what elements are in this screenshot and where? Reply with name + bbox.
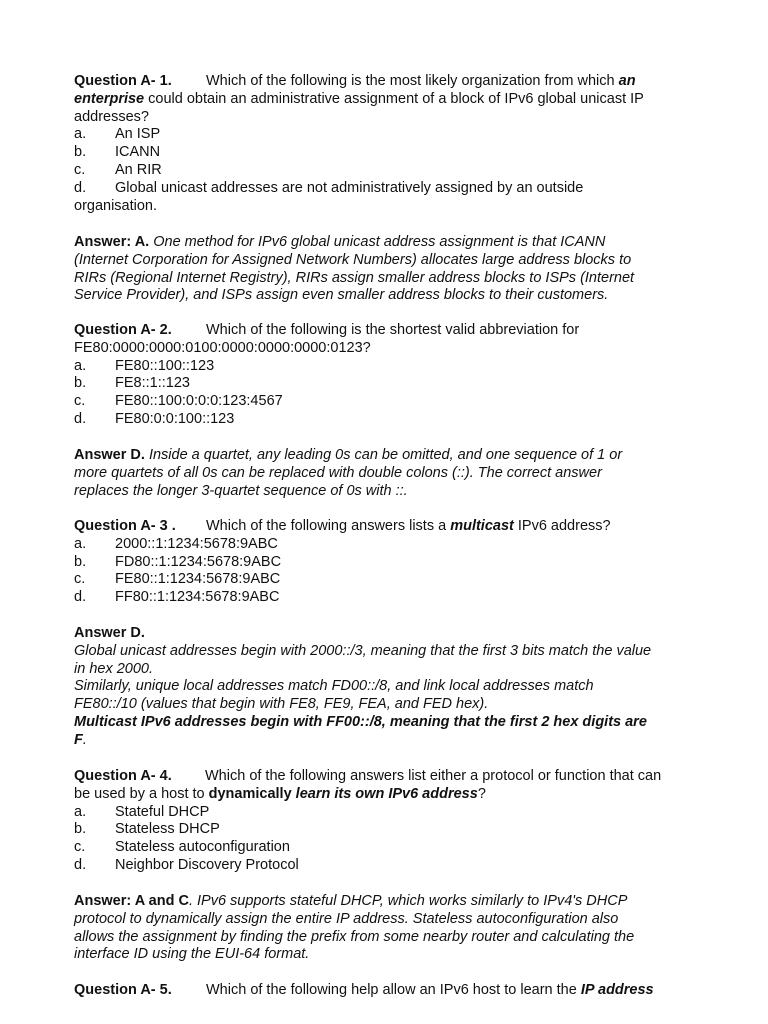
option-text: FE80::100:0:0:0:123:4567: [115, 393, 283, 410]
answer-2-label: Answer D.: [74, 447, 145, 463]
question-3-text-end: IPv6 address?: [513, 518, 611, 534]
option-letter: b.: [74, 375, 87, 392]
question-2-stem-line-2: FE80:0000:0000:0100:0000:0000:0000:0123?: [74, 339, 371, 356]
answer-3: [74, 625, 704, 750]
option-text: Neighbor Discovery Protocol: [115, 856, 299, 873]
question-4-emphasis: learn its own IPv6 address: [295, 785, 478, 802]
answer-1-line-3: [74, 270, 704, 288]
option-letter: c.: [74, 571, 86, 588]
question-1-emphasis-1: an: [618, 73, 636, 89]
question-4-text-cont: be used by a host to: [74, 785, 209, 802]
option-letter: a.: [74, 126, 87, 143]
answer-4-line-4: [74, 946, 704, 964]
option-text: An RIR: [115, 161, 162, 178]
answer-1: [74, 234, 704, 305]
answer-3-line-6: [74, 714, 704, 732]
question-1-option-c: [74, 162, 704, 180]
answer-3-text: Global unicast addresses begin with 2000::/3, meaning that the first 3 bits match the value: [74, 642, 652, 659]
option-letter: d.: [74, 179, 87, 196]
option-letter: d.: [74, 589, 87, 606]
answer-2-line-1: [74, 447, 704, 465]
option-text: Stateless DHCP: [115, 821, 220, 838]
answer-3-line-7: [74, 732, 704, 750]
question-3-text: Which of the following answers lists a: [206, 518, 451, 534]
answer-2-text: Inside a quartet, any leading 0s can be omitted, and one sequence of 1 or: [148, 447, 623, 463]
option-letter: a.: [74, 535, 87, 552]
option-letter: b.: [74, 553, 87, 570]
answer-4-line-1: [74, 893, 704, 911]
answer-1-text: Service Provider), and ISPs assign even smaller address blocks to their customers.: [74, 287, 609, 304]
answer-4-text: interface ID using the EUI-64 format.: [74, 946, 310, 963]
option-letter: b.: [74, 821, 87, 838]
answer-3-text-end: .: [82, 731, 87, 748]
question-5-emphasis: IP address: [580, 982, 654, 998]
question-4-option-c: [74, 839, 704, 857]
question-4: [74, 768, 704, 875]
question-4-label: Question A- 4.: [74, 768, 172, 784]
question-1-option-a: [74, 126, 704, 144]
question-3-option-a: [74, 536, 704, 554]
question-4-bold: dynamically: [208, 785, 292, 802]
answer-2: [74, 447, 704, 500]
option-letter: a.: [74, 357, 87, 374]
question-1-stem-line-2: [74, 91, 704, 109]
question-4-stem-line-1: [74, 768, 704, 786]
answer-1-label: Answer: A.: [74, 234, 150, 250]
question-4-stem-line-2: [74, 786, 704, 804]
option-text: FE80:0:0:100::123: [115, 410, 235, 427]
answer-3-line-2: [74, 643, 704, 661]
option-text: ICANN: [115, 144, 161, 161]
question-4-text-end: ?: [477, 785, 486, 802]
question-4-option-a: [74, 804, 704, 822]
answer-1-text: One method for IPv6 global unicast address assignment is that ICANN: [153, 234, 606, 250]
question-3-option-c: [74, 571, 704, 589]
option-text: FF80::1:1234:5678:9ABC: [115, 589, 280, 606]
question-2-option-d: [74, 411, 704, 429]
answer-2-text: more quartets of all 0s can be replaced with double colons (::). The correct answer: [74, 464, 602, 481]
question-2-text: Which of the following is the shortest valid abbreviation for: [206, 322, 580, 338]
answer-1-line-4: [74, 287, 704, 305]
answer-4-text: allows the assignment by finding the prefix from some nearby router and calculating the: [74, 928, 635, 945]
option-letter: d.: [74, 410, 87, 427]
option-text: Global unicast addresses are not administratively assigned by an outside: [115, 179, 584, 196]
answer-1-text: (Internet Corporation for Assigned Network Numbers) allocates large address blocks to: [74, 251, 632, 268]
answer-3-text: FE80::/10 (values that begin with FE8, FE9, FEA, and FED hex).: [74, 696, 489, 713]
question-1-option-d-cont: organisation.: [74, 197, 158, 214]
question-1-text: Which of the following is the most likely organization from which: [206, 73, 619, 89]
option-letter: c.: [74, 161, 86, 178]
option-text: Stateless autoconfiguration: [115, 839, 290, 856]
answer-3-line-3: [74, 661, 704, 679]
answer-1-line-1: [74, 234, 704, 252]
question-2-option-b: [74, 375, 704, 393]
option-text: 2000::1:1234:5678:9ABC: [115, 535, 278, 552]
question-1-option-b: [74, 144, 704, 162]
question-3-stem-line-1: [74, 518, 704, 536]
answer-4-text: . IPv6 supports stateful DHCP, which works similarly to IPv4's DHCP: [188, 893, 628, 909]
question-1-stem-line-1: [74, 73, 704, 91]
answer-1-line-2: [74, 252, 704, 270]
answer-3-text: in hex 2000.: [74, 660, 154, 677]
answer-2-line-3: [74, 483, 704, 501]
question-5: [74, 982, 704, 1000]
question-3-label: Question A- 3 .: [74, 518, 176, 534]
question-4-option-b: [74, 821, 704, 839]
option-text: Stateful DHCP: [115, 803, 210, 820]
answer-4-line-2: [74, 911, 704, 929]
answer-3-line-5: [74, 696, 704, 714]
question-1-emphasis-2: enterprise: [74, 90, 145, 107]
option-text: An ISP: [115, 126, 161, 143]
option-letter: c.: [74, 839, 86, 856]
answer-4: [74, 893, 704, 964]
question-3-option-d: [74, 589, 704, 607]
option-text: FE80::1:1234:5678:9ABC: [115, 571, 281, 588]
question-1-text-cont: could obtain an administrative assignment of a block of IPv6 global unicast IP: [144, 90, 644, 107]
answer-3-bold-text: Multicast IPv6 addresses begin with FF00::/8, meaning that the first 2 hex digits are: [74, 713, 647, 730]
question-3-emphasis: multicast: [450, 518, 514, 534]
answer-1-text: RIRs (Regional Internet Registry), RIRs assign smaller address blocks to ISPs (Internet: [74, 269, 635, 286]
question-5-text: Which of the following help allow an IPv6 host to learn the: [206, 982, 581, 998]
option-text: FE8::1::123: [115, 375, 190, 392]
answer-2-text: replaces the longer 3-quartet sequence of 0s with ::.: [74, 482, 408, 499]
question-5-label: Question A- 5.: [74, 982, 172, 998]
answer-4-line-3: [74, 929, 704, 947]
answer-3-bold-text: F: [74, 731, 83, 748]
question-2-label: Question A- 2.: [74, 322, 172, 338]
question-3: [74, 518, 704, 607]
question-2-option-a: [74, 358, 704, 376]
question-4-text: Which of the following answers list either a protocol or function that can: [205, 768, 662, 784]
option-letter: c.: [74, 393, 86, 410]
answer-4-label: Answer: A and C: [74, 893, 189, 909]
question-1-option-d: [74, 180, 704, 198]
question-2: [74, 322, 704, 429]
question-3-option-b: [74, 554, 704, 572]
answer-2-line-2: [74, 465, 704, 483]
answer-3-line-1: [74, 625, 704, 643]
answer-3-label: Answer D.: [74, 625, 145, 641]
question-5-stem-line-1: [74, 982, 704, 1000]
question-1: [74, 73, 704, 215]
answer-3-text: Similarly, unique local addresses match FD00::/8, and link local addresses match: [74, 678, 594, 695]
option-letter: d.: [74, 856, 87, 873]
option-text: FD80::1:1234:5678:9ABC: [115, 553, 282, 570]
question-2-stem-line-1: [74, 322, 704, 340]
question-4-option-d: [74, 857, 704, 875]
question-1-stem-line-3: addresses?: [74, 108, 149, 125]
question-1-label: Question A- 1.: [74, 73, 172, 89]
answer-3-line-4: [74, 678, 704, 696]
answer-4-text: protocol to dynamically assign the entire IP address. Stateless autoconfiguration also: [74, 910, 619, 927]
option-text: FE80::100::123: [115, 357, 215, 374]
option-letter: a.: [74, 803, 87, 820]
option-letter: b.: [74, 144, 87, 161]
question-2-option-c: [74, 393, 704, 411]
